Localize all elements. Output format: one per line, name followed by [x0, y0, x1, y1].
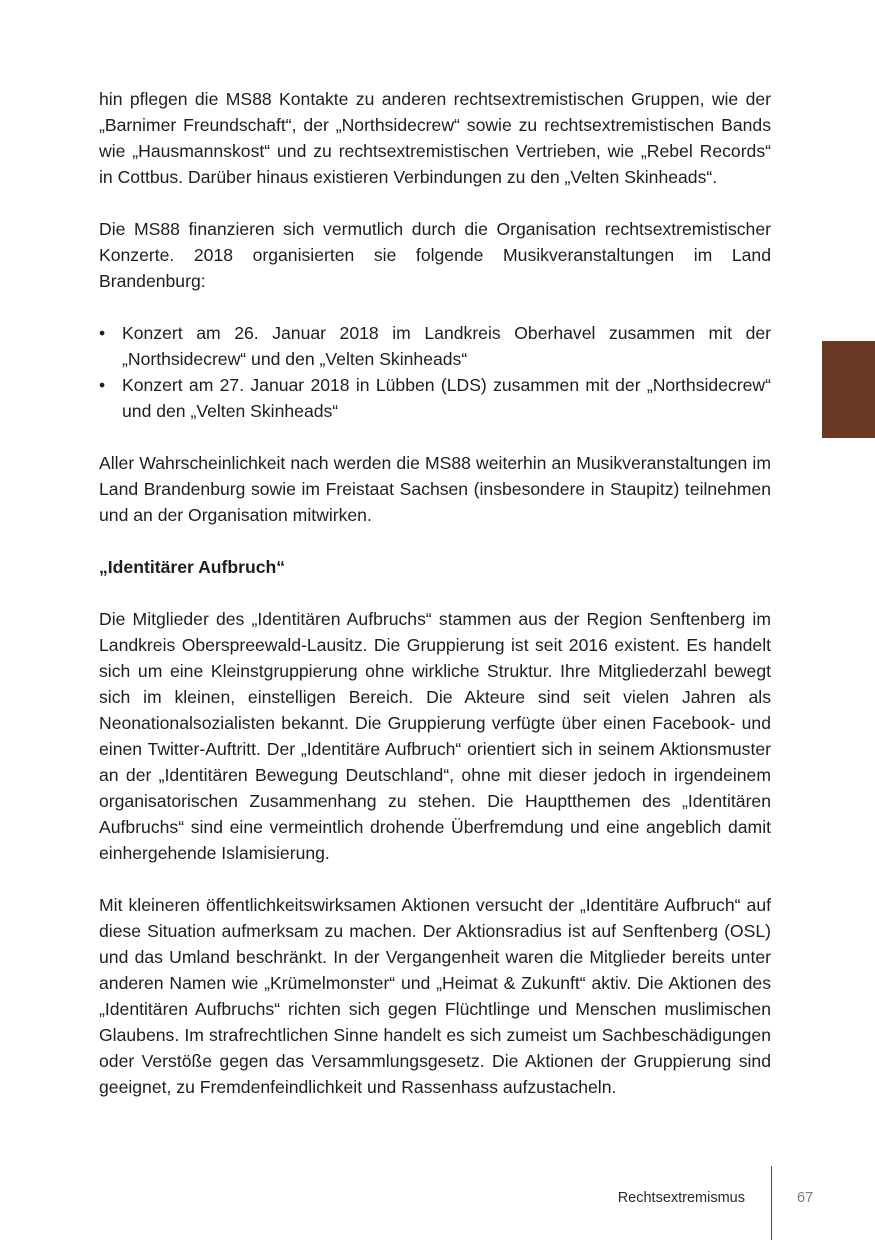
list-item: [99, 320, 771, 372]
footer-section-label: Rechtsextremismus: [617, 1190, 745, 1206]
paragraph-ms88-contacts: hin pflegen die MS88 Kontakte zu anderen rechtsextremistischen Gruppen, wie der „Barnimer Freundschaft“, der „Northsidecrew“ sowie zu rechtsextremistischen Bands wie „Hausmannskost“ und zu rechtsextremistischen Vertrieben, wie „Rebel Records“ in Cottbus. Darüber hinaus existieren Verbindungen zu den „Velten Skinheads“.: [99, 89, 771, 187]
paragraph-ms88-financing: Die MS88 finanzieren sich vermutlich durch die Organisation rechtsextremistischer Konzerte. 2018 organisierten sie folgende Musikveranstaltungen im Land Brandenburg:: [99, 219, 771, 291]
list-item-text: Konzert am 26. Januar 2018 im Landkreis Oberhavel zusammen mit der „Northsidecrew“ und den „Velten Skinheads“: [122, 323, 771, 369]
bullet-icon: •: [99, 323, 106, 343]
chapter-marker-tab: [822, 341, 875, 438]
paragraph-ms88-outlook: Aller Wahrscheinlichkeit nach werden die MS88 weiterhin an Musikveranstaltungen im Land Brandenburg sowie im Freistaat Sachsen (insbesondere in Staupitz) teilnehmen und an der Organisation mitwirken.: [99, 453, 771, 525]
page-body: [99, 86, 771, 1126]
section-heading: „Identitärer Aufbruch“: [99, 557, 286, 577]
paragraph-identitaerer-aufbruch-actions: Mit kleineren öffentlichkeitswirksamen Aktionen versucht der „Identitäre Aufbruch“ auf diese Situation aufmerksam zu machen. Der Aktionsradius ist auf Senftenberg (OSL) und das Umland beschränkt. In der Vergangenheit waren die Mitglieder bereits unter anderen Namen wie „Krümelmonster“ und „Heimat & Zukunft“ aktiv. Die Aktionen des „Identitären Aufbruchs“ richten sich gegen Flüchtlinge und Menschen muslimischen Glaubens. Im strafrechtlichen Sinne handelt es sich zumeist um Sachbeschädigungen oder Verstöße gegen das Versammlungsgesetz. Die Aktionen der Gruppierung sind geeignet, zu Fremdenfeindlichkeit und Rassenhass aufzustacheln.: [99, 895, 771, 1097]
list-item-text: Konzert am 27. Januar 2018 in Lübben (LDS) zusammen mit der „Northsidecrew“ und den „Velten Skinheads“: [122, 375, 771, 421]
paragraph-identitaerer-aufbruch-origin: Die Mitglieder des „Identitären Aufbruchs“ stammen aus der Region Senftenberg im Landkreis Oberspreewald-Lausitz. Die Gruppierung ist seit 2016 existent. Es handelt sich um eine Kleinstgruppierung ohne wirkliche Struktur. Ihre Mitgliederzahl bewegt sich im kleinen, einstelligen Bereich. Die Akteure sind seit vielen Jahren als Neonationalsozialisten bekannt. Die Gruppierung verfügte über einen Facebook- und einen Twitter-Auftritt. Der „Identitäre Aufbruch“ orientiert sich in seinem Aktionsmuster an der „Identitären Bewegung Deutschland“, ohne mit dieser jedoch in irgendeinem organisatorischen Zusammenhang zu stehen. Die Hauptthemen des „Identitären Aufbruchs“ sind eine vermeintlich drohende Überfremdung und eine angeblich damit einhergehende Islamisierung.: [99, 609, 771, 863]
footer-divider: [771, 1166, 772, 1240]
list-item: [99, 372, 771, 424]
concert-list: [99, 320, 771, 424]
bullet-icon: •: [99, 375, 106, 395]
page-number: 67: [797, 1190, 814, 1206]
